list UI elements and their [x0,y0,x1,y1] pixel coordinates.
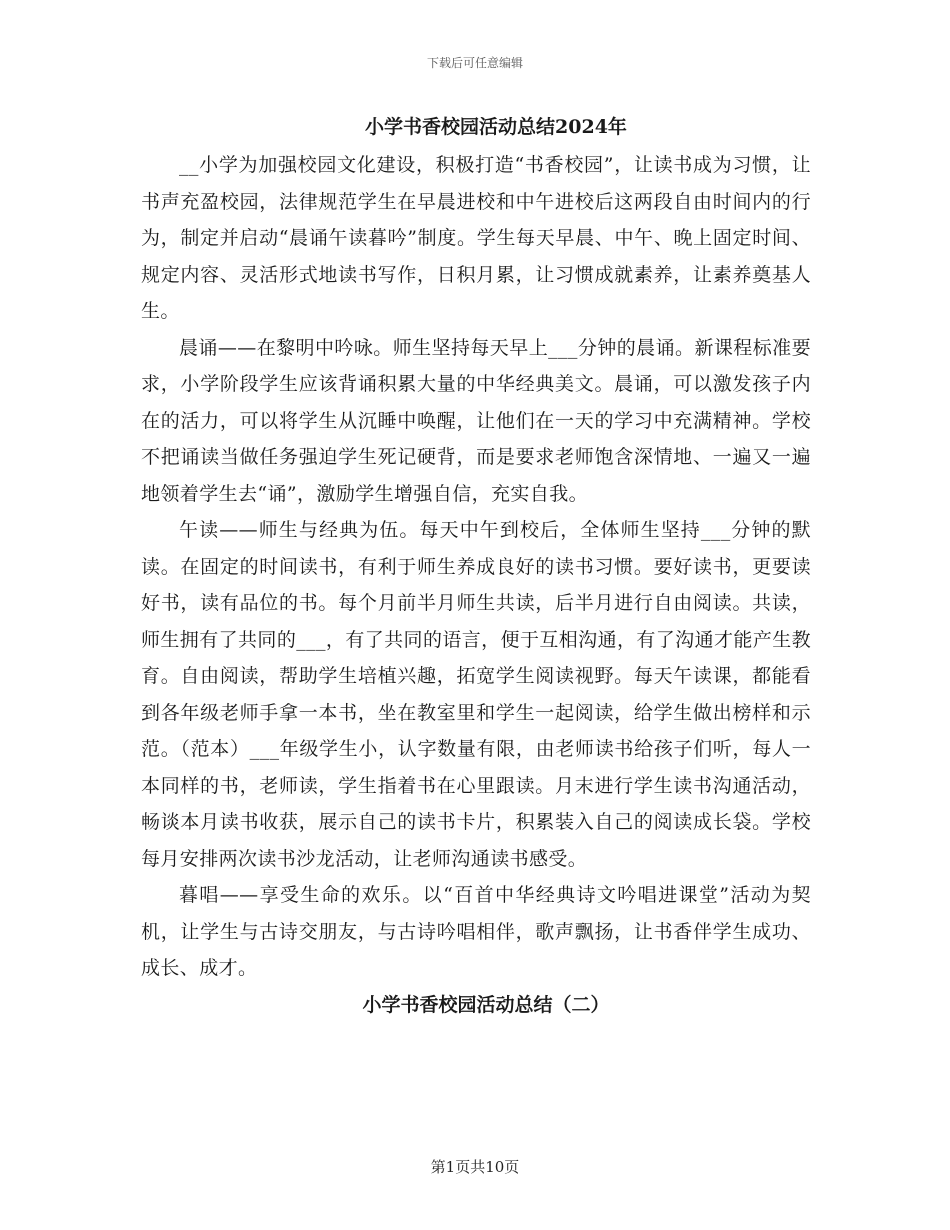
document-body [141,107,811,1023]
header-note: 下载后可任意编辑 [426,56,523,70]
paragraph-noon-reading: 午读——师生与经典为伍。每天中午到校后，全体师生坚持___分钟的默读。在固定的时间读书，有利于师生养成良好的读书习惯。要好读书，更要读好书，读有品位的书。每个月前半月师生共读，后半月进行自由阅读。共读，师生拥有了共同的___，有了共同的语言，便于互相沟通，有了沟通才能产生教育。自由阅读，帮助学生培植兴趣，拓宽学生阅读视野。每天午读课，都能看到各年级老师手拿一本书，坐在教室里和学生一起阅读，给学生做出榜样和示范。（范本）___年级学生小，认字数量有限，由老师读书给孩子们听，每人一本同样的书，老师读，学生指着书在心里跟读。月末进行学生读书沟通活动，畅谈本月读书收获，展示自己的读书卡片，积累装入自己的阅读成长袋。学校每月安排两次读书沙龙活动，让老师沟通读书感受。 [141,519,811,870]
paragraph-evening-singing: 暮唱——享受生命的欢乐。以“百首中华经典诗文吟唱进课堂”活动为契机，让学生与古诗交朋友，与古诗吟唱相伴，歌声飘扬，让书香伴学生成功、成长、成才。 [141,884,811,979]
page-footer: 第1页共10页 [430,1158,520,1176]
paragraph-intro: __小学为加强校园文化建设，积极打造“书香校园”，让读书成为习惯，让书声充盈校园，法律规范学生在早晨进校和中午进校后这两段自由时间内的行为，制定并启动“晨诵午读暮吟”制度。学生每天早晨、中午、晚上固定时间、规定内容、灵活形式地读书写作，日积月累，让习惯成就素养，让素养奠基人生。 [141,154,811,322]
paragraph-morning-recitation: 晨诵——在黎明中吟咏。师生坚持每天早上___分钟的晨诵。新课程标准要求，小学阶段学生应该背诵积累大量的中华经典美文。晨诵，可以激发孩子内在的活力，可以将学生从沉睡中唤醒，让他们在一天的学习中充满精神。学校不把诵读当做任务强迫学生死记硬背，而是要求老师饱含深情地、一遍又一遍地领着学生去“诵”，激励学生增强自信，充实自我。 [141,336,811,505]
section-subtitle: 小学书香校园活动总结（二） [362,993,610,1016]
document-title: 小学书香校园活动总结2024年 [365,116,627,138]
